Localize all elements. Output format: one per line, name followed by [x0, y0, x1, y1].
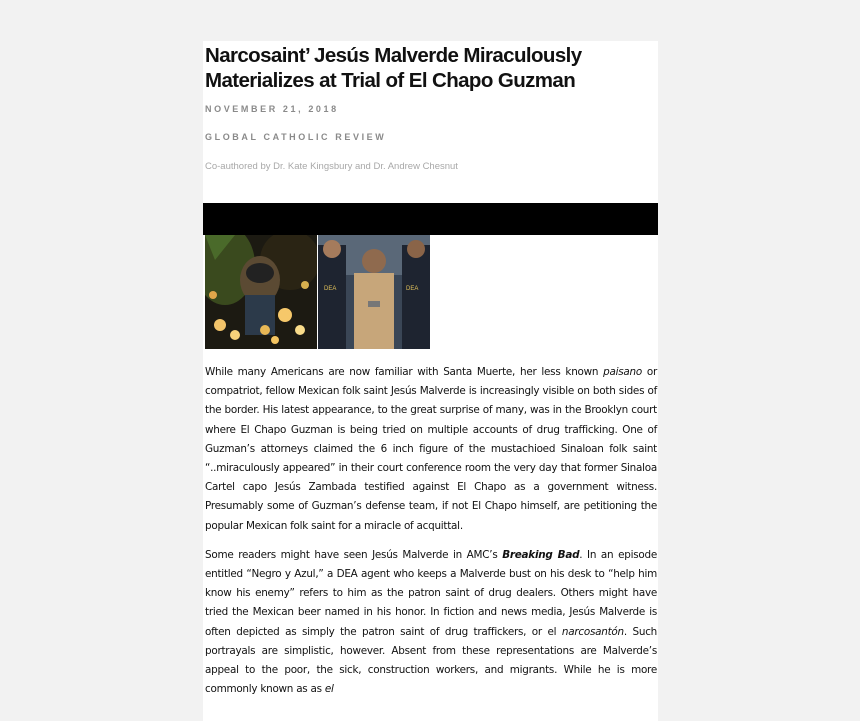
publication-name: GLOBAL CATHOLIC REVIEW — [205, 132, 387, 142]
black-banner — [203, 203, 658, 235]
paragraph — [205, 546, 657, 700]
text-run: . Such portrayals are simplistic, however. Absent from these representations are Malverde’s appeal to the poor, the sick, construction workers, and migrants. While he is more commonly known as as — [205, 625, 657, 696]
text-run: . In an episode entitled “Negro y Azul,” a DEA agent who keeps a Malverde bust on his desk to “help him know his enemy” refers to him as the patron saint of drug dealers. Others might have tried the Mexican beer named in his honor. In fiction and news media, Jesús Malverde is often depicted as simply the patron saint of drug traffickers, or el — [205, 548, 657, 638]
el-chapo-escort-image — [318, 235, 430, 349]
text-run: While many Americans are now familiar with Santa Muerte, her less known — [205, 366, 604, 378]
coauthors-line: Co-authored by Dr. Kate Kingsbury and Dr. Andrew Chesnut — [205, 161, 458, 172]
document-page — [203, 41, 658, 721]
show-title: Breaking Bad — [502, 548, 580, 561]
article-body — [205, 363, 657, 709]
paragraph — [205, 363, 657, 536]
text-run: or compatriot, fellow Mexican folk saint Jesús Malverde is increasingly visible on both sides of the border. His latest appearance, to the great surprise of many, was in the Brooklyn court where El Chapo Guzman is being tried on multiple accounts of drug trafficking. One of Guzman’s attorneys claimed the 6 inch figure of the mustachioed Sinaloan folk saint “..miraculously appeared” in their court conference room the very day that former Sinaloa Cartel capo Jesús Zambada testified against El Chapo as a government witness. Presumably some of Guzman’s defense team, if not El Chapo himself, are petitioning the popular Mexican folk saint for a miracle of acquittal. — [205, 366, 657, 532]
svg-text:DEA: DEA — [406, 286, 419, 292]
italic-term: narcosantón — [561, 625, 624, 638]
article-title: Narcosaint’ Jesús Malverde Miraculously Materializes at Trial of El Chapo Guzman — [205, 44, 582, 92]
publication-date: NOVEMBER 21, 2018 — [205, 104, 339, 114]
italic-term: el — [324, 683, 334, 696]
svg-text:DEA: DEA — [324, 286, 337, 292]
malverde-shrine-image — [205, 235, 317, 349]
italic-term: paisano — [603, 366, 642, 378]
article-photo — [205, 235, 430, 349]
text-run: Some readers might have seen Jesús Malverde in AMC’s — [205, 548, 503, 561]
